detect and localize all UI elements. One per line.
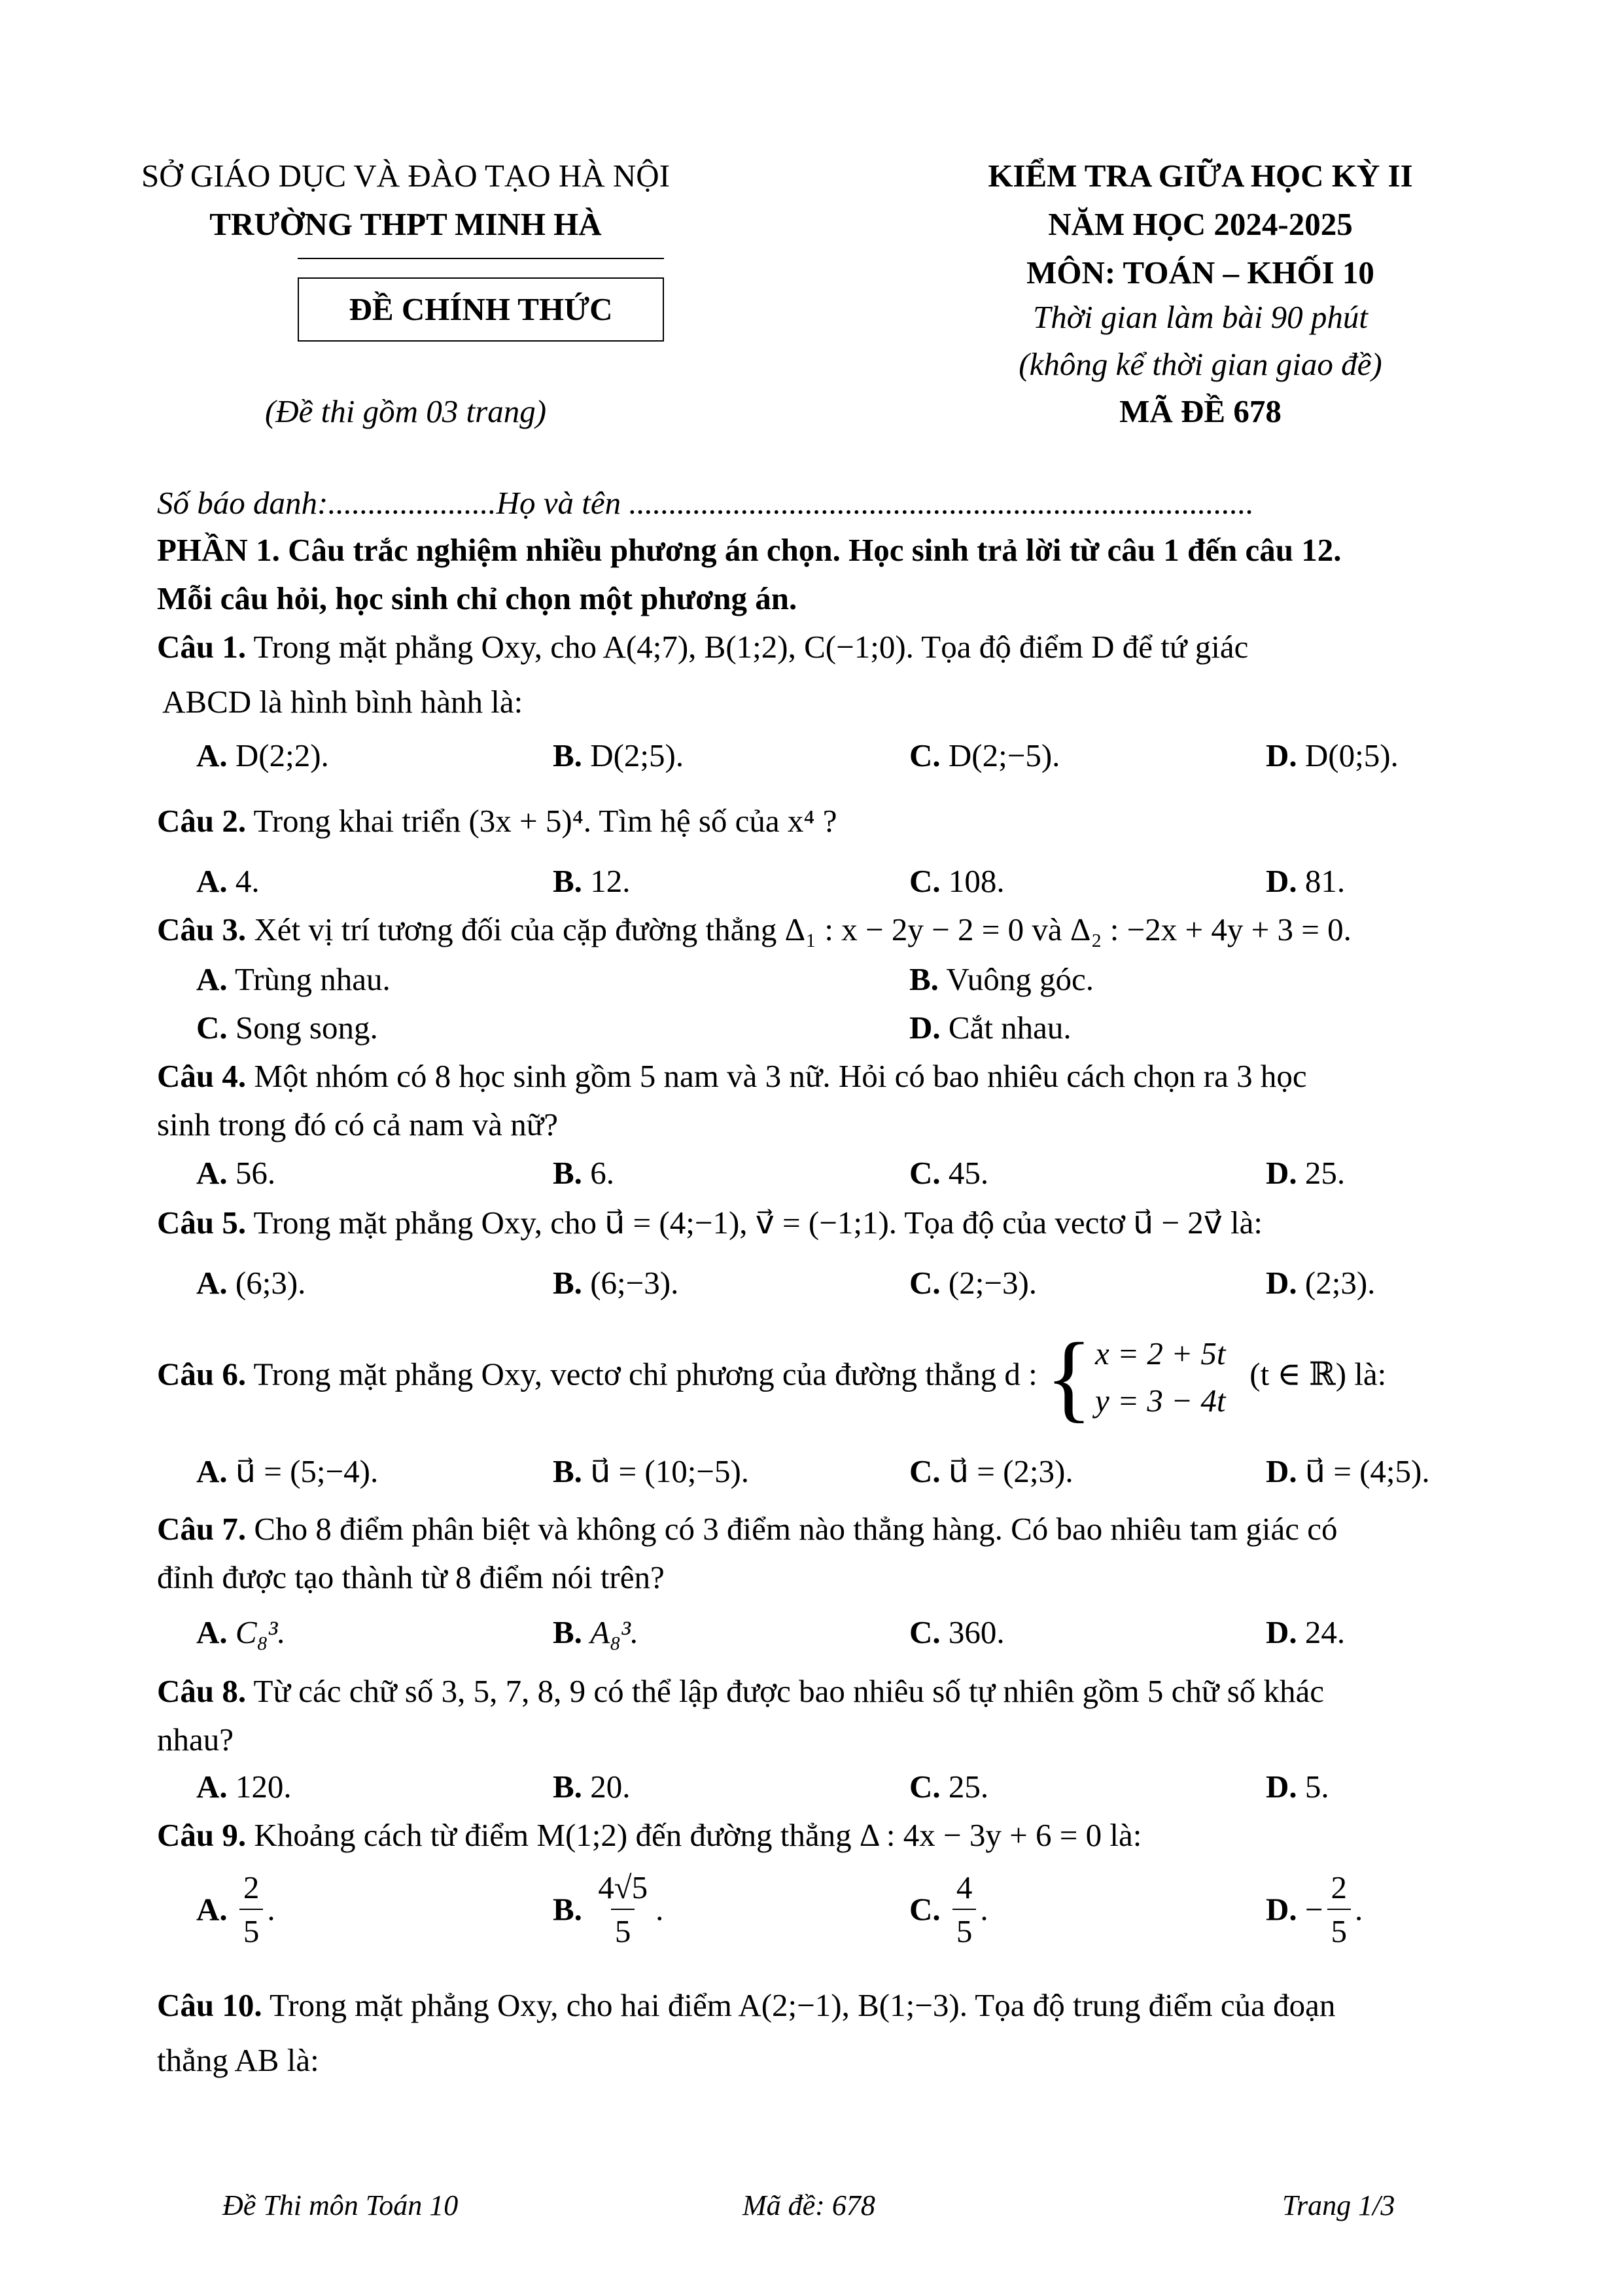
q8-option-c[interactable]: C. 25. [909,1769,989,1805]
q-label: Câu 1. [157,629,247,665]
q6-option-b[interactable]: B. u⃗ = (10;−5). [553,1453,750,1489]
q3-option-b[interactable]: B. Vuông góc. [909,961,1094,997]
q9-option-c[interactable]: C. $\frac{4}{5}$ . [909,1869,988,1949]
exam-code: MÃ ĐỀ 678 [1119,393,1282,429]
question-1 [157,628,1248,665]
footer-page: Trang 1/3 [1282,2189,1395,2221]
q2-option-a[interactable]: A. 4. [196,863,260,899]
question-6: Câu 6. Trong mặt phẳng Oxy, vectơ chỉ phương của đường thẳng d : { x = 2 + 5t y = 3 − 4t (t ∈ ℝ) là: [157,1323,1387,1432]
footer-code: Mã đề: 678 [742,2189,875,2221]
q3-option-c[interactable]: C. Song song. [196,1010,378,1046]
q9-option-b[interactable]: B. $\frac{4√5}{5}$ . [553,1869,664,1949]
q1-option-b[interactable]: B. D(2;5). [553,737,684,773]
question-3: Câu 3. Xét vị trí tương đối của cặp đường thẳng Δ₁ : x − 2y − 2 = 0 và Δ₂ : −2x + 4y + 3 = 0. [157,911,1352,947]
school-underline [298,258,664,259]
q7-option-c[interactable]: C. 360. [909,1614,1005,1650]
question-8-cont: nhau? [157,1722,234,1757]
q-text: Trong mặt phẳng Oxy, cho A(4;7), B(1;2), C(−1;0). Tọa độ điểm D để tứ giác [253,629,1249,665]
q3-option-d[interactable]: D. Cắt nhau. [909,1010,1072,1046]
question-1-cont: ABCD là hình bình hành là: [162,684,523,720]
dept-name: SỞ GIÁO DỤC VÀ ĐÀO TẠO HÀ NỘI [141,158,671,194]
q2-option-d[interactable]: D. 81. [1266,863,1346,899]
q7-option-a[interactable]: A. C₈³. [196,1614,286,1650]
question-5: Câu 5. Trong mặt phẳng Oxy, cho u⃗ = (4;−1), v⃗ = (−1;1). Tọa độ của vectơ u⃗ − 2v⃗ là: [157,1205,1263,1241]
question-4-cont: sinh trong đó có cả nam và nữ? [157,1106,559,1142]
q4-option-b[interactable]: B. 6. [553,1155,614,1191]
question-2: Câu 2. Trong khai triển (3x + 5)⁴. Tìm hệ số của x⁴ ? [157,803,837,839]
q7-option-b[interactable]: B. A₈³. [553,1614,639,1650]
question-9: Câu 9. Khoảng cách từ điểm M(1;2) đến đường thẳng Δ : 4x − 3y + 6 = 0 là: [157,1817,1142,1853]
q2-option-c[interactable]: C. 108. [909,863,1005,899]
q4-option-a[interactable]: A. 56. [196,1155,276,1191]
part1-title: PHẦN 1. Câu trắc nghiệm nhiều phương án chọn. Học sinh trả lời từ câu 1 đến câu 12. [157,532,1342,568]
q5-option-a[interactable]: A. (6;3). [196,1265,306,1301]
q7-option-d[interactable]: D. 24. [1266,1614,1346,1650]
school-year: NĂM HỌC 2024-2025 [1048,206,1353,242]
q3-option-a[interactable]: A. Trùng nhau. [196,961,391,997]
q4-option-d[interactable]: D. 25. [1266,1155,1346,1191]
question-8: Câu 8. Từ các chữ số 3, 5, 7, 8, 9 có thể lập được bao nhiêu số tự nhiên gồm 5 chữ số khác [157,1673,1325,1709]
q6-option-d[interactable]: D. u⃗ = (4;5). [1266,1453,1430,1489]
question-10-cont: thẳng AB là: [157,2042,319,2078]
q2-option-b[interactable]: B. 12. [553,863,631,899]
q5-option-c[interactable]: C. (2;−3). [909,1265,1038,1301]
q5-option-d[interactable]: D. (2;3). [1266,1265,1376,1301]
system-brace: { [1045,1323,1093,1432]
q1-option-a[interactable]: A. D(2;2). [196,737,329,773]
q6-option-c[interactable]: C. u⃗ = (2;3). [909,1453,1073,1489]
q1-option-c[interactable]: C. D(2;−5). [909,737,1060,773]
q8-option-a[interactable]: A. 120. [196,1769,292,1805]
question-4: Câu 4. Một nhóm có 8 học sinh gồm 5 nam và 3 nữ. Hỏi có bao nhiêu cách chọn ra 3 học [157,1058,1307,1094]
exam-time: Thời gian làm bài 90 phút [1032,299,1369,335]
q4-option-c[interactable]: C. 45. [909,1155,989,1191]
question-7: Câu 7. Cho 8 điểm phân biệt và không có 3 điểm nào thẳng hàng. Có bao nhiêu tam giác có [157,1511,1338,1547]
q9-option-a[interactable]: A. $\frac{2}{5}$ . [196,1869,275,1949]
exam-title: KIỂM TRA GIỮA HỌC KỲ II [988,158,1413,194]
subject: MÔN: TOÁN – KHỐI 10 [1026,255,1374,291]
official-label: ĐỀ CHÍNH THỨC [349,291,613,327]
q1-option-d[interactable]: D. D(0;5). [1266,737,1399,773]
line-system: x = 2 + 5t y = 3 − 4t [1095,1335,1226,1419]
q6-option-a[interactable]: A. u⃗ = (5;−4). [196,1453,379,1489]
question-10: Câu 10. Trong mặt phẳng Oxy, cho hai điểm A(2;−1), B(1;−3). Tọa độ trung điểm của đoạn [157,1987,1336,2023]
school-name: TRƯỜNG THPT MINH HÀ [209,206,602,242]
footer-subject: Đề Thi môn Toán 10 [222,2189,459,2221]
q8-option-d[interactable]: D. 5. [1266,1769,1329,1805]
student-info-line[interactable]: Số báo danh:.....................Họ và tên .............................................................................. [157,485,1254,521]
page-count: (Đề thi gồm 03 trang) [264,393,547,429]
q8-option-b[interactable]: B. 20. [553,1769,631,1805]
time-note: (không kể thời gian giao đề) [1019,346,1382,382]
question-7-cont: đỉnh được tạo thành từ 8 điểm nói trên? [157,1559,665,1595]
part1-subtitle: Mỗi câu hỏi, học sinh chỉ chọn một phương án. [157,580,797,616]
q5-option-b[interactable]: B. (6;−3). [553,1265,679,1301]
q9-option-d[interactable]: D. − $\frac{2}{5}$ . [1266,1869,1363,1949]
official-box [298,277,664,342]
